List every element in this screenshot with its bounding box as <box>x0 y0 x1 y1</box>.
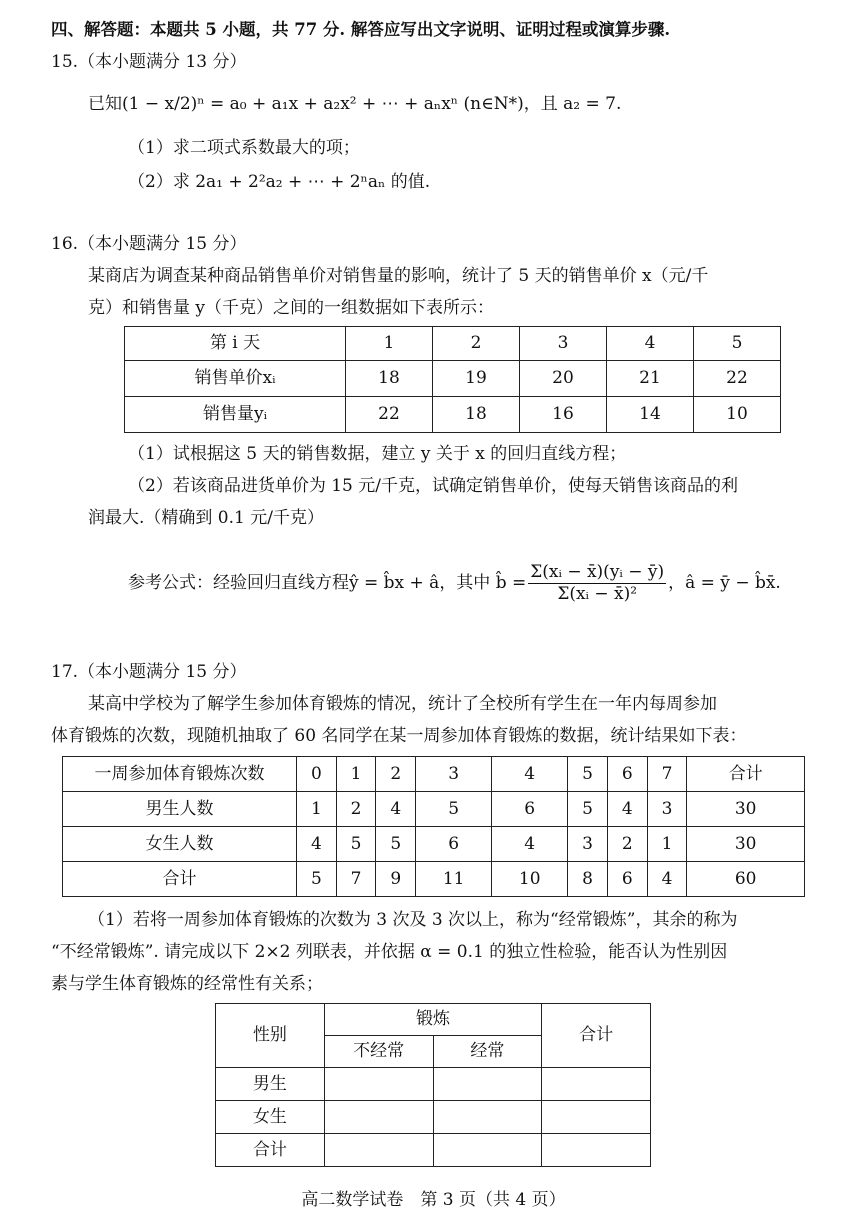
q16-data-table <box>124 326 781 433</box>
table-header-cell: 1 <box>336 757 376 792</box>
ct-row-label: 女生 <box>216 1101 325 1134</box>
table-row <box>216 1134 651 1167</box>
formula-numerator: Σ(xᵢ − x̄)(yᵢ − ȳ) <box>530 562 665 583</box>
q17-intro-line1: 某高中学校为了解学生参加体育锻炼的情况，统计了全校所有学生在一年内每周参加 <box>88 694 717 714</box>
table-cell: 18 <box>433 397 520 433</box>
table-cell: 30 <box>687 827 805 862</box>
table-cell: 1 <box>346 327 433 361</box>
table-header-cell: 3 <box>416 757 492 792</box>
table-cell: 4 <box>492 827 568 862</box>
table-row <box>216 1101 651 1134</box>
ct-blank-cell <box>324 1068 433 1101</box>
table-row <box>63 862 805 897</box>
table-cell: 2 <box>336 792 376 827</box>
formula-fraction <box>528 562 666 604</box>
table-row <box>63 792 805 827</box>
q16-row-label-sales: 销售量yᵢ <box>125 397 346 433</box>
q15-part1: （1）求二项式系数最大的项； <box>128 138 360 158</box>
q15-part2: （2）求 2a₁ + 2²a₂ + ⋯ + 2ⁿaₙ 的值. <box>128 172 431 192</box>
table-header-cell: 0 <box>297 757 337 792</box>
q17-data-table <box>62 756 805 897</box>
table-cell: 女生人数 <box>63 827 297 862</box>
table-cell: 5 <box>376 827 416 862</box>
table-cell: 4 <box>607 327 694 361</box>
table-cell: 20 <box>520 361 607 397</box>
table-cell: 5 <box>336 827 376 862</box>
formula-tail: ，â = ȳ − b̂x̄. <box>668 572 781 593</box>
ct-blank-cell <box>542 1068 651 1101</box>
q17-contingency-table <box>215 1003 651 1167</box>
q15-header: 15.（本小题满分 13 分） <box>51 52 247 72</box>
ct-exercise-header: 锻炼 <box>324 1004 542 1036</box>
table-cell: 1 <box>647 827 687 862</box>
table-cell: 11 <box>416 862 492 897</box>
table-cell: 4 <box>647 862 687 897</box>
table-cell: 30 <box>687 792 805 827</box>
table-cell: 10 <box>694 397 781 433</box>
table-header-cell: 7 <box>647 757 687 792</box>
table-cell: 4 <box>376 792 416 827</box>
table-cell: 6 <box>416 827 492 862</box>
table-cell: 1 <box>297 792 337 827</box>
table-cell: 4 <box>607 792 647 827</box>
ct-gender-header: 性别 <box>216 1004 325 1068</box>
q16-intro-line1: 某商店为调查某种商品销售单价对销售量的影响，统计了 5 天的销售单价 x（元/千 <box>88 266 709 286</box>
table-header-cell: 5 <box>568 757 608 792</box>
q17-part1-line1: （1）若将一周参加体育锻炼的次数为 3 次及 3 次以上，称为“经常锻炼”，其余的称为 <box>88 910 738 930</box>
ct-blank-cell <box>433 1068 542 1101</box>
q16-part1: （1）试根据这 5 天的销售数据，建立 y 关于 x 的回归直线方程； <box>128 444 627 464</box>
q16-row-label-day: 第 i 天 <box>125 327 346 361</box>
q16-row-label-price: 销售单价xᵢ <box>125 361 346 397</box>
table-cell: 5 <box>694 327 781 361</box>
ct-blank-cell <box>542 1101 651 1134</box>
table-cell: 14 <box>607 397 694 433</box>
table-cell: 10 <box>492 862 568 897</box>
table-cell: 8 <box>568 862 608 897</box>
table-row <box>216 1068 651 1101</box>
table-cell: 5 <box>416 792 492 827</box>
table-header-cell: 4 <box>492 757 568 792</box>
table-cell: 6 <box>607 862 647 897</box>
table-cell: 18 <box>346 361 433 397</box>
table-cell: 4 <box>297 827 337 862</box>
q17-part1-line2: “不经常锻炼”. 请完成以下 2×2 列联表，并依据 α = 0.1 的独立性检验，能否认为性别因 <box>51 942 728 962</box>
q17-intro-line2: 体育锻炼的次数，现随机抽取了 60 名同学在某一周参加体育锻炼的数据，统计结果如下表： <box>51 726 747 746</box>
table-row <box>63 827 805 862</box>
ct-blank-cell <box>324 1134 433 1167</box>
table-header-cell: 2 <box>376 757 416 792</box>
ct-blank-cell <box>542 1134 651 1167</box>
table-cell: 7 <box>336 862 376 897</box>
formula-eq: ŷ = b̂x + â，其中 b̂ = <box>349 572 527 593</box>
table-cell: 60 <box>687 862 805 897</box>
q16-part2-line1: （2）若该商品进货单价为 15 元/千克，试确定销售单价，使每天销售该商品的利 <box>128 476 738 496</box>
table-cell: 2 <box>433 327 520 361</box>
table-cell: 2 <box>607 827 647 862</box>
table-cell: 3 <box>568 827 608 862</box>
section-title: 四、解答题：本题共 5 小题，共 77 分. 解答应写出文字说明、证明过程或演算步骤. <box>51 20 671 39</box>
table-cell: 16 <box>520 397 607 433</box>
ct-total-header: 合计 <box>542 1004 651 1068</box>
table-cell: 6 <box>492 792 568 827</box>
ct-blank-cell <box>433 1134 542 1167</box>
ct-blank-cell <box>433 1101 542 1134</box>
table-cell: 22 <box>694 361 781 397</box>
page-footer: 高二数学试卷 第 3 页（共 4 页） <box>301 1190 566 1210</box>
table-cell: 3 <box>520 327 607 361</box>
table-cell: 5 <box>568 792 608 827</box>
table-header-cell: 一周参加体育锻炼次数 <box>63 757 297 792</box>
table-cell: 21 <box>607 361 694 397</box>
ct-not-often-header: 不经常 <box>324 1036 433 1068</box>
formula-denominator: Σ(xᵢ − x̄)² <box>557 583 638 604</box>
table-header-cell: 合计 <box>687 757 805 792</box>
table-cell: 22 <box>346 397 433 433</box>
table-cell: 3 <box>647 792 687 827</box>
table-cell: 男生人数 <box>63 792 297 827</box>
table-cell: 5 <box>297 862 337 897</box>
q15-stem: 已知(1 − x/2)ⁿ = a₀ + a₁x + a₂x² + ⋯ + aₙxⁿ (n∈N*)，且 a₂ = 7. <box>88 94 622 114</box>
ct-often-header: 经常 <box>433 1036 542 1068</box>
table-cell: 合计 <box>63 862 297 897</box>
table-cell: 9 <box>376 862 416 897</box>
q16-part2-line2: 润最大.（精确到 0.1 元/千克） <box>88 508 324 528</box>
ct-blank-cell <box>324 1101 433 1134</box>
ct-row-label: 男生 <box>216 1068 325 1101</box>
q17-header: 17.（本小题满分 15 分） <box>51 662 247 682</box>
q16-header: 16.（本小题满分 15 分） <box>51 234 247 254</box>
q16-reference-formula <box>128 546 781 620</box>
ct-row-label: 合计 <box>216 1134 325 1167</box>
q16-intro-line2: 克）和销售量 y（千克）之间的一组数据如下表所示： <box>88 298 495 318</box>
q17-part1-line3: 素与学生体育锻炼的经常性有关系； <box>51 974 323 994</box>
formula-prefix: 参考公式：经验回归直线方程 <box>128 572 349 593</box>
table-cell: 19 <box>433 361 520 397</box>
table-header-cell: 6 <box>607 757 647 792</box>
